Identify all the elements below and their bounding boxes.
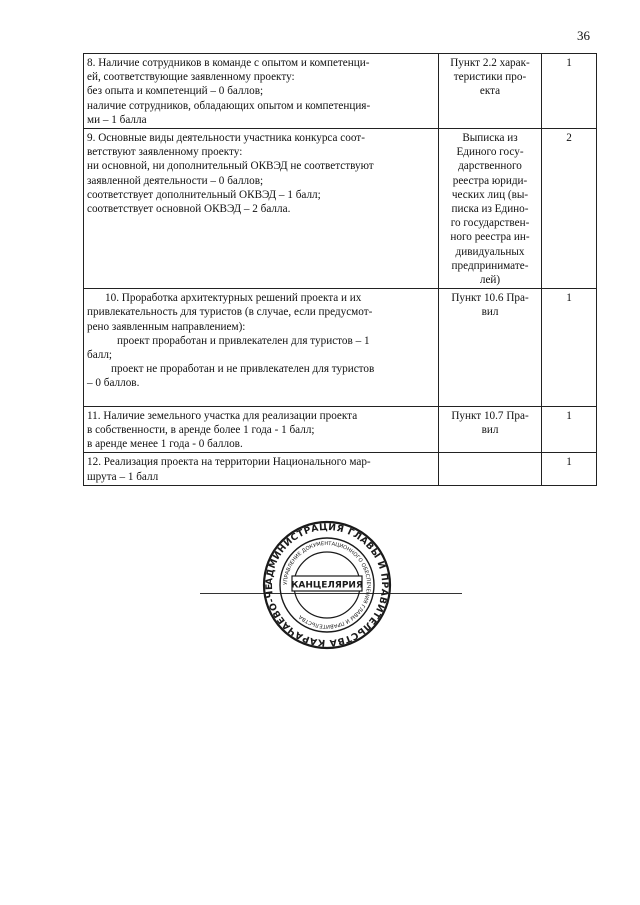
source-text-line: ного реестра ин- bbox=[450, 231, 530, 244]
source-text-line: екта bbox=[479, 85, 501, 98]
source-text-line: Пункт 2.2 харак- bbox=[450, 57, 530, 69]
source-text-line: реестра юриди- bbox=[452, 174, 528, 187]
criterion-description bbox=[84, 453, 439, 485]
criterion-text-line: – 0 баллов. bbox=[87, 377, 140, 390]
source-text-line: ческих лиц (вы- bbox=[451, 188, 529, 201]
criterion-points: 1 bbox=[542, 453, 597, 485]
criterion-source bbox=[439, 129, 542, 289]
criterion-text-line: проект проработан и привлекателен для туристов – 1 bbox=[117, 334, 370, 347]
criterion-text-line: шрута – 1 балл bbox=[87, 470, 159, 483]
criterion-description bbox=[84, 289, 439, 407]
criterion-text-line: 9. Основные виды деятельности участника конкурса соот- bbox=[87, 132, 365, 145]
criterion-text-line: рено заявленным направлением): bbox=[87, 320, 246, 333]
criterion-text-line: балл; bbox=[87, 349, 113, 362]
criterion-text-line: в собственности, в аренде более 1 года - 1 балл; bbox=[87, 424, 315, 437]
criterion-text-line: 12. Реализация проекта на территории Национального мар- bbox=[87, 456, 371, 469]
table-row bbox=[84, 54, 597, 129]
criterion-points: 1 bbox=[542, 289, 597, 407]
source-text-line: вил bbox=[481, 306, 499, 319]
seal-outer-text: АДМИНИСТРАЦИЯ ГЛАВЫ И ПРАВИТЕЛЬСТВА КАРАЧАЕВО-ЧЕ bbox=[263, 521, 391, 649]
criterion-text-line: наличие сотрудников, обладающих опытом и компетенция- bbox=[87, 99, 371, 112]
source-text-line: Пункт 10.7 Пра- bbox=[451, 409, 529, 422]
source-text-line: предпринимате- bbox=[451, 259, 529, 272]
criterion-text-line: без опыта и компетенций – 0 баллов; bbox=[87, 85, 264, 98]
source-text-line: лей) bbox=[479, 274, 501, 287]
table-row bbox=[84, 289, 597, 407]
criterion-text-line: соответствует дополнительный ОКВЭД – 1 балл; bbox=[87, 188, 321, 201]
criterion-source bbox=[439, 453, 542, 485]
source-text-line: дарственного bbox=[458, 160, 522, 173]
criterion-text-line: в аренде менее 1 года - 0 баллов. bbox=[87, 438, 243, 451]
criterion-points: 1 bbox=[542, 54, 597, 129]
page-number: 36 bbox=[577, 28, 590, 43]
criterion-blank-line bbox=[87, 391, 435, 405]
source-text-line: вил bbox=[481, 424, 499, 437]
criterion-text-line: проект не проработан и не привлекателен для туристов bbox=[111, 363, 375, 376]
signature-stamp-area bbox=[200, 520, 470, 650]
official-seal bbox=[262, 520, 392, 650]
criterion-text-line: 11. Наличие земельного участка для реализации проекта bbox=[87, 409, 358, 422]
seal-center-label: КАНЦЕЛЯРИЯ bbox=[291, 580, 363, 591]
source-text-line: Выписка из bbox=[462, 132, 518, 145]
source-text-line: писка из Едино- bbox=[451, 203, 529, 216]
source-text-line: теристики про- bbox=[453, 71, 527, 84]
source-text-line: Пункт 10.6 Пра- bbox=[451, 292, 529, 305]
criterion-text-line: заявленной деятельности – 0 баллов; bbox=[87, 174, 264, 187]
criterion-source bbox=[439, 406, 542, 453]
criterion-description bbox=[84, 54, 439, 129]
seal-inner-text: УПРАВЛЕНИЕ ДОКУМЕНТАЦИОННОГО ОБЕСПЕЧЕНИЯ ГЛАВЫ И ПРАВИТЕЛЬСТВА bbox=[282, 540, 372, 630]
source-text-line: Единого госу- bbox=[456, 146, 524, 159]
table-row bbox=[84, 129, 597, 289]
criterion-text-line: 8. Наличие сотрудников в команде с опытом и компетенци- bbox=[87, 57, 370, 69]
criterion-source bbox=[439, 289, 542, 407]
criterion-description bbox=[84, 406, 439, 453]
criteria-table bbox=[83, 53, 597, 486]
criterion-text-line: ей, соответствующие заявленному проекту: bbox=[87, 71, 295, 84]
criterion-text-line: ни основной, ни дополнительный ОКВЭД не соответствуют bbox=[87, 160, 374, 173]
criterion-text-line: привлекательность для туристов (в случае, если предусмот- bbox=[87, 306, 373, 319]
criterion-description bbox=[84, 129, 439, 289]
criterion-points: 2 bbox=[542, 129, 597, 289]
source-text-line: го государствен- bbox=[450, 217, 530, 230]
table-row bbox=[84, 406, 597, 453]
criterion-text-line: соответствует основной ОКВЭД – 2 балла. bbox=[87, 203, 291, 216]
criterion-text-line: ветствуют заявленному проекту: bbox=[87, 146, 243, 159]
table-row bbox=[84, 453, 597, 485]
criterion-text-line: 10. Проработка архитектурных решений проекта и их bbox=[105, 292, 362, 305]
criterion-text-line: ми – 1 балла bbox=[87, 113, 147, 126]
criterion-points: 1 bbox=[542, 406, 597, 453]
source-text-line: дивидуальных bbox=[455, 245, 525, 258]
seal-icon bbox=[262, 520, 392, 650]
criterion-source bbox=[439, 54, 542, 129]
